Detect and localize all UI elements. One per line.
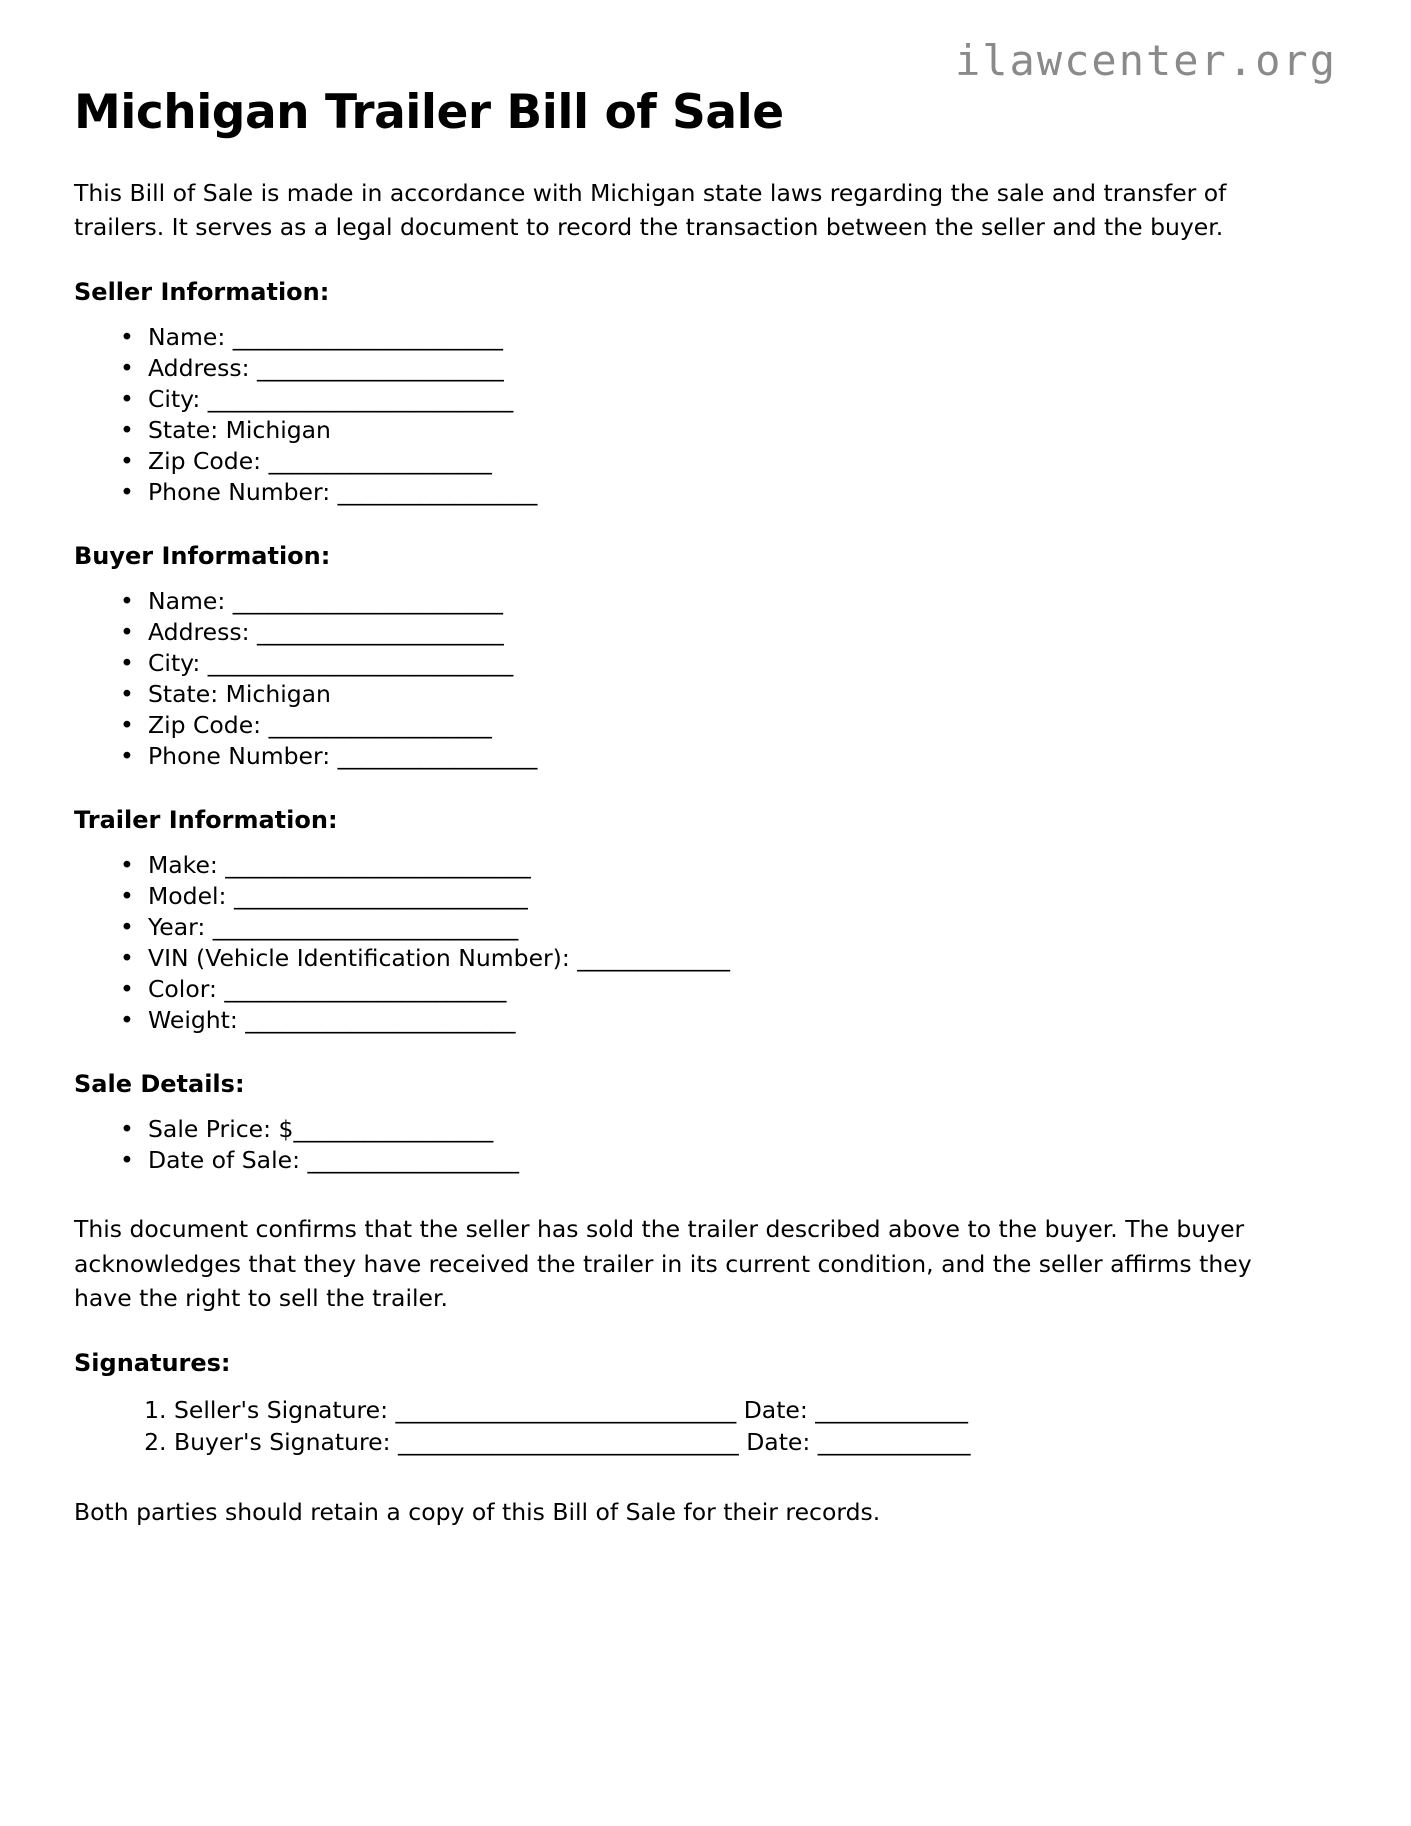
seller-information-heading: Seller Information: (74, 278, 330, 307)
list-item: 2. Buyer's Signature: _____________________________ Date: _____________ (174, 1427, 1337, 1459)
list-item: • Color: ________________________ (148, 974, 1337, 1005)
list-item: • Name: _______________________ (148, 586, 1337, 617)
signatures-list (74, 1395, 1337, 1459)
list-item: • Name: _______________________ (148, 322, 1337, 353)
buyer-information-heading: Buyer Information: (74, 542, 331, 571)
list-item: • City: __________________________ (148, 648, 1337, 679)
trailer-information-heading: Trailer Information: (74, 806, 338, 835)
list-item: 1. Seller's Signature: _____________________________ Date: _____________ (174, 1395, 1337, 1427)
list-item: • Year: __________________________ (148, 912, 1337, 943)
list-item: • Make: __________________________ (148, 850, 1337, 881)
site-watermark: ilawcenter.org (954, 36, 1337, 85)
list-item: • Address: _____________________ (148, 617, 1337, 648)
list-item: • Phone Number: _________________ (148, 741, 1337, 772)
list-item: • State: Michigan (148, 415, 1337, 446)
list-item: • City: __________________________ (148, 384, 1337, 415)
page-title: Michigan Trailer Bill of Sale (74, 85, 784, 140)
list-item: • Date of Sale: __________________ (148, 1145, 1337, 1176)
list-item: • Sale Price: $_________________ (148, 1114, 1337, 1145)
list-item: • Phone Number: _________________ (148, 477, 1337, 508)
buyer-information-list (74, 586, 1337, 772)
intro-paragraph: This Bill of Sale is made in accordance with Michigan state laws regarding the sale and transfer of trailers. It serves as a legal document to record the transaction between the seller and the buyer. (74, 179, 1227, 242)
sale-details-heading: Sale Details: (74, 1070, 245, 1099)
list-item: • VIN (Vehicle Identification Number): _____________ (148, 943, 1337, 974)
seller-information-list (74, 322, 1337, 508)
list-item: • State: Michigan (148, 679, 1337, 710)
trailer-information-list (74, 850, 1337, 1036)
list-item: • Zip Code: ___________________ (148, 446, 1337, 477)
footer-paragraph: Both parties should retain a copy of this Bill of Sale for their records. (74, 1497, 881, 1526)
sale-details-list (74, 1114, 1337, 1176)
list-item: • Weight: _______________________ (148, 1005, 1337, 1036)
confirmation-paragraph: This document confirms that the seller has sold the trailer described above to the buyer. The buyer acknowledges that they have received the trailer in its current condition, and the seller affirms they have the right to sell the trailer. (74, 1215, 1252, 1312)
list-item: • Model: _________________________ (148, 881, 1337, 912)
signatures-heading: Signatures: (74, 1348, 231, 1377)
list-item: • Address: _____________________ (148, 353, 1337, 384)
list-item: • Zip Code: ___________________ (148, 710, 1337, 741)
